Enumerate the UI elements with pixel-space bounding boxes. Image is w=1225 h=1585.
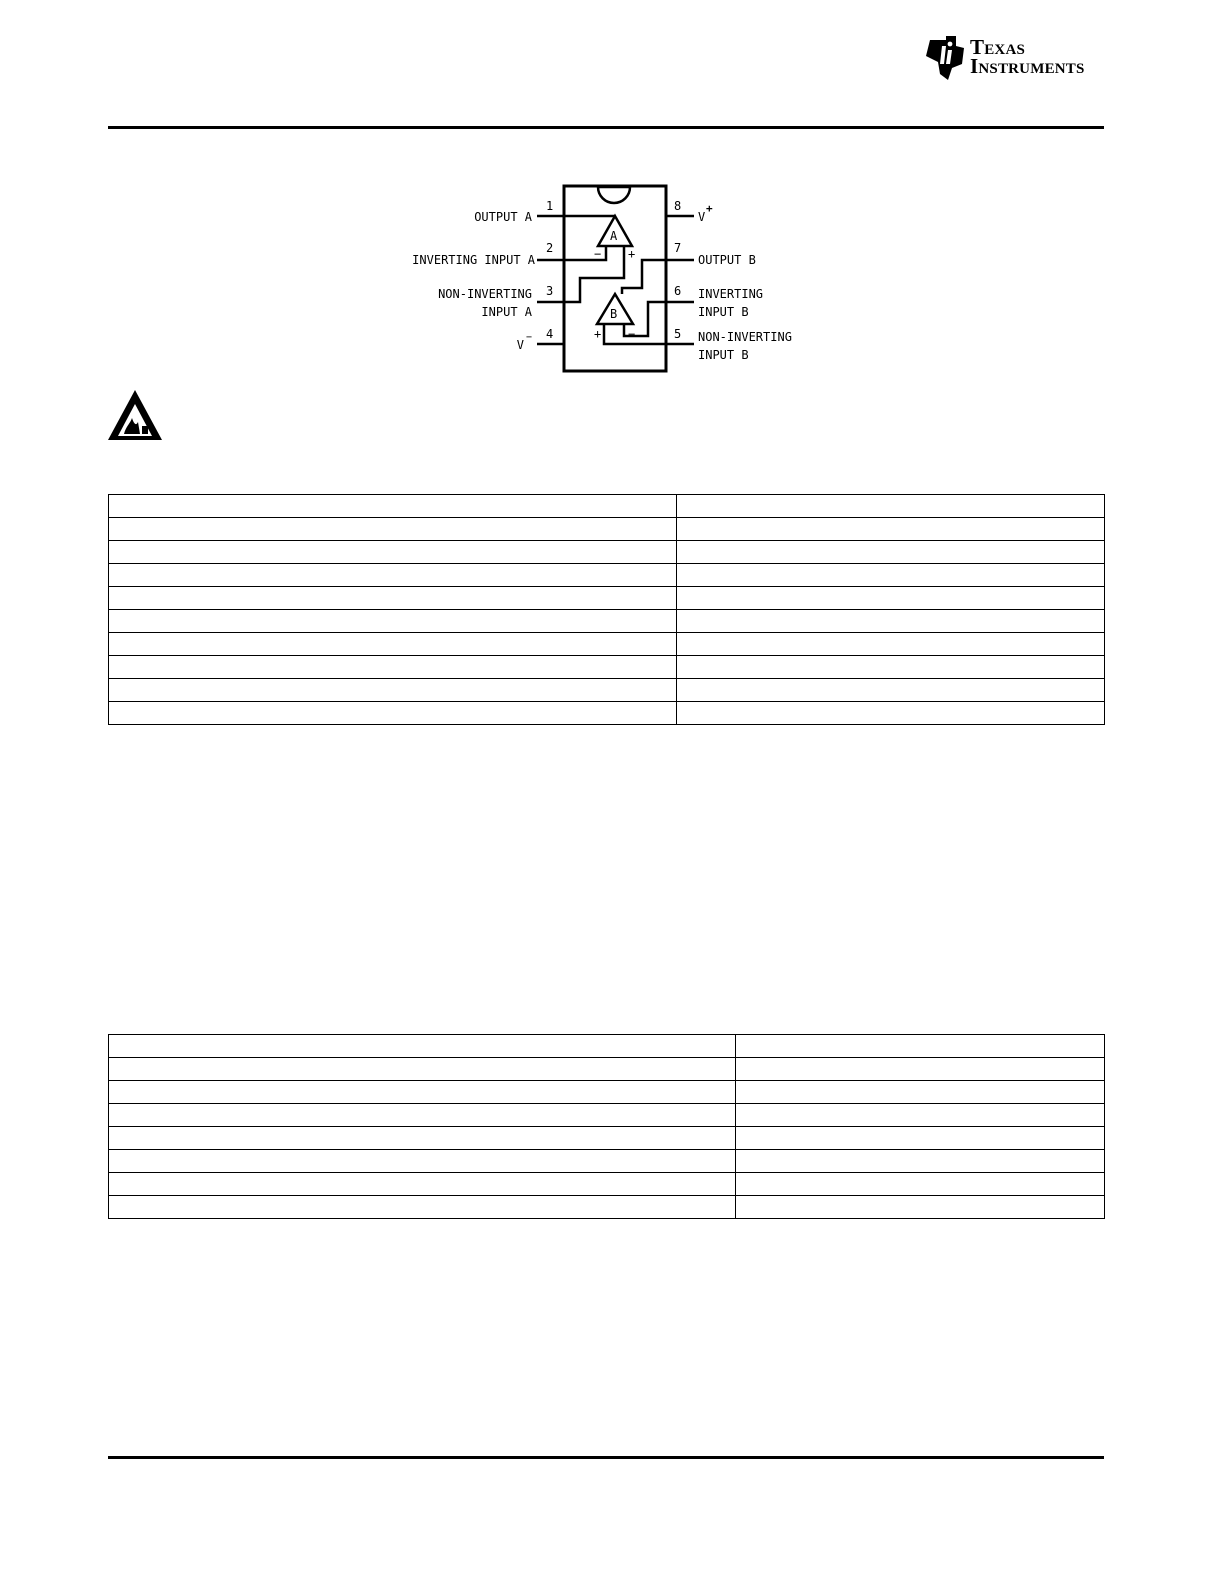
table-cell — [109, 518, 677, 541]
table-cell — [109, 656, 677, 679]
table-cell — [109, 1035, 736, 1058]
table-row — [109, 679, 1105, 702]
pin-4-label: V — [516, 338, 524, 352]
table-cell — [109, 1058, 736, 1081]
table-cell — [109, 541, 677, 564]
table-row — [109, 587, 1105, 610]
table-cell — [677, 495, 1105, 518]
table-row — [109, 495, 1105, 518]
amp-a-minus: − — [594, 247, 602, 261]
table-row — [109, 1196, 1105, 1219]
pin-8-sup: + — [706, 202, 713, 215]
pin-5-label-1: NON-INVERTING — [698, 330, 792, 344]
table-cell — [109, 495, 677, 518]
table-cell — [677, 702, 1105, 725]
pin-3-num: 3 — [546, 284, 554, 298]
table-row — [109, 656, 1105, 679]
logo-line-2: Instruments — [970, 54, 1085, 78]
table-row — [109, 1150, 1105, 1173]
table-row — [109, 541, 1105, 564]
table-cell — [109, 564, 677, 587]
pin-2-label: INVERTING INPUT A — [412, 253, 535, 267]
table-row — [109, 633, 1105, 656]
table-cell — [677, 564, 1105, 587]
table-row — [109, 1081, 1105, 1104]
table-cell — [109, 1104, 736, 1127]
table-cell — [677, 541, 1105, 564]
table-cell — [677, 518, 1105, 541]
amp-a-label: A — [610, 229, 618, 243]
pin-4-sup: − — [526, 332, 533, 343]
table-cell — [677, 610, 1105, 633]
pin-6-label-2: INPUT B — [698, 305, 749, 319]
table-row — [109, 1058, 1105, 1081]
pin-5-num: 5 — [674, 327, 682, 341]
table-cell — [109, 679, 677, 702]
table-row — [109, 1035, 1105, 1058]
table-cell — [109, 1196, 736, 1219]
table-1-body — [109, 495, 1105, 725]
table-cell — [736, 1150, 1105, 1173]
pin-7-label: OUTPUT B — [698, 253, 756, 267]
table-cell — [109, 633, 677, 656]
table-cell — [736, 1196, 1105, 1219]
pin-8-label: V — [698, 210, 706, 224]
table-row — [109, 1127, 1105, 1150]
esd-warning-icon — [106, 388, 164, 442]
table-cell — [109, 1150, 736, 1173]
table-cell — [677, 633, 1105, 656]
pin-diagram — [400, 180, 820, 380]
table-row — [109, 1173, 1105, 1196]
pin-7-num: 7 — [674, 241, 682, 255]
footer-rule — [108, 1456, 1104, 1459]
pin-1-label: OUTPUT A — [474, 210, 532, 224]
table-cell — [736, 1173, 1105, 1196]
table-row — [109, 610, 1105, 633]
table-cell — [677, 679, 1105, 702]
table-cell — [736, 1081, 1105, 1104]
pin-6-label-1: INVERTING — [698, 287, 764, 301]
table-cell — [109, 1127, 736, 1150]
table-cell — [736, 1035, 1105, 1058]
pin-3-label-1: NON-INVERTING — [438, 287, 532, 301]
pin-5-label-2: INPUT B — [698, 348, 749, 362]
amp-a-plus: + — [628, 247, 636, 261]
table-cell — [677, 587, 1105, 610]
amp-b-label: B — [610, 307, 618, 321]
amp-b-minus: − — [628, 327, 636, 341]
table-row — [109, 518, 1105, 541]
table-cell — [109, 610, 677, 633]
table-cell — [736, 1127, 1105, 1150]
table-row — [109, 1104, 1105, 1127]
amp-b-plus: + — [594, 327, 602, 341]
table-cell — [736, 1058, 1105, 1081]
table-cell — [677, 656, 1105, 679]
pin-3-label-2: INPUT A — [481, 305, 532, 319]
pin-1-num: 1 — [546, 199, 554, 213]
header-rule — [108, 126, 1104, 129]
pin-6-num: 6 — [674, 284, 682, 298]
table-cell — [109, 587, 677, 610]
table-1 — [108, 494, 1105, 725]
table-row — [109, 702, 1105, 725]
pin-8-num: 8 — [674, 199, 682, 213]
table-2 — [108, 1034, 1105, 1219]
company-name — [970, 35, 1085, 78]
table-cell — [736, 1104, 1105, 1127]
table-cell — [109, 1173, 736, 1196]
table-2-body — [109, 1035, 1105, 1219]
table-row — [109, 564, 1105, 587]
table-cell — [109, 702, 677, 725]
logo-line-1: Texas — [970, 35, 1026, 59]
table-cell — [109, 1081, 736, 1104]
pin-4-num: 4 — [546, 327, 554, 341]
pin-2-num: 2 — [546, 241, 554, 255]
